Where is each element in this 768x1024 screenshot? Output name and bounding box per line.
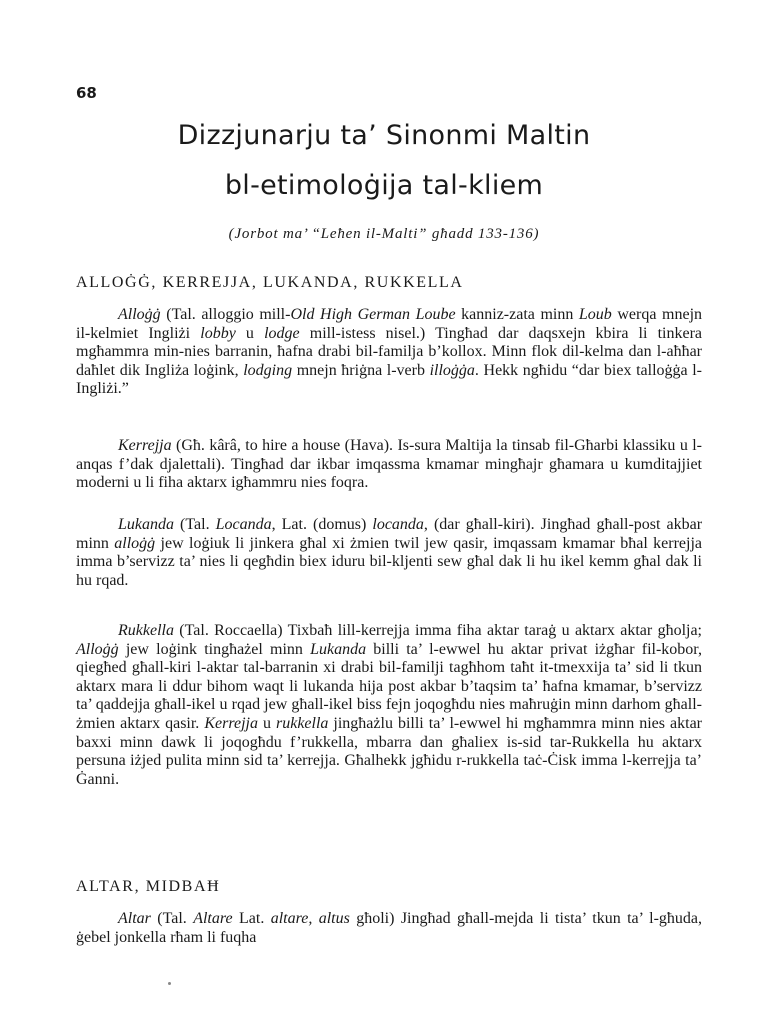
etymology-term: lodge — [264, 324, 300, 342]
entry-term: Altar — [118, 910, 151, 927]
entry-text: mill-istess nisel.) Tingħad dar daqsxejn kbira li tinkera mgħammra min-nies barranin, ħafna drabi bil-familja b’kollox. Minn flok dil-kelma dan l-aħħar daħlet dik Ingliża loġink, — [76, 324, 703, 379]
title-line-1: Dizzjunarju ta’ Sinonmi Maltin — [177, 120, 591, 151]
entry-text: għoli) Jingħad għall-mejda li tista’ tkun ta’ l-għuda, ġebel jonkella rħam li fuqha — [76, 910, 703, 946]
entry-rukkella — [76, 622, 702, 789]
entry-term: Alloġġ — [118, 306, 161, 323]
title-line-2: bl-etimoloġija tal-kliem — [224, 170, 544, 201]
scan-speck — [168, 982, 171, 985]
entry-text: , (dar għall-kiri). Jingħad għall-post akbar minn — [76, 516, 703, 552]
entry-text: (Tal. — [174, 516, 216, 533]
entry-lukanda — [76, 516, 702, 590]
entry-text: Lat. — [232, 910, 271, 927]
entry-text: u — [235, 324, 265, 342]
entry-text: , Lat. (domus) — [271, 516, 373, 533]
page-number: 68 — [76, 84, 97, 102]
etymology-term: Alloġġ — [76, 640, 119, 658]
etymology-term: rukkella — [275, 714, 329, 732]
section-heading-altar: ALTAR, MIDBAĦ — [76, 878, 221, 895]
etymology-term: Old High German Loube — [290, 306, 456, 323]
entry-altar — [76, 910, 702, 947]
etymology-term: alloġġ — [114, 534, 156, 552]
etymology-term: locanda — [372, 516, 424, 533]
etymology-term: Locanda — [215, 516, 272, 533]
entry-allogg — [76, 306, 702, 399]
entry-text: jingħażlu billi ta’ l-ewwel hi mgħammra minn nies aktar baxxi minn dawk li joqogħdu f’rukkella, mbarra dan għaliex is-sid tar-Rukkella hu aktarx persuna iżjed pulita minn sid ta’ kerrejja. Għalhekk jgħidu r-rukkella taċ-Ċisk imma l-kerrejja ta’ Ġanni. — [76, 714, 702, 788]
entry-text: (Tal. — [150, 910, 194, 927]
etymology-term: Altare — [193, 910, 233, 927]
entry-term: Kerrejja — [118, 437, 172, 454]
entry-text: werqa mnejn il-kelmiet Ingliżi — [76, 306, 703, 342]
section-heading-allogg: ALLOĠĠ, KERREJJA, LUKANDA, RUKKELLA — [76, 274, 464, 291]
etymology-term: Kerrejja — [204, 714, 258, 732]
entry-text: . Hekk ngħidu “dar biex talloġġa l-Ingliżi.” — [76, 361, 702, 398]
etymology-term: lodging — [243, 361, 293, 379]
entry-text: (Tal. alloggio mill- — [160, 306, 291, 323]
entry-term: Rukkella — [118, 622, 174, 639]
etymology-term: illoġġa — [429, 361, 475, 379]
entry-text: (Għ. kârâ, to hire a house (Hava). Is-sura Maltija la tinsab fil-Għarbi klassiku u l-anqas f’dak djalettali). Tingħad dar ikbar imqassma kmamar mingħajr għamara u kumditajjiet moderni u li fiha aktarx igħammru nies foqra. — [76, 437, 702, 492]
etymology-term: altare, altus — [270, 910, 350, 927]
entry-text: kanniz-zata minn — [455, 306, 579, 323]
entry-text: billi ta’ l-ewwel hu aktar privat iżgħar fil-kobor, qiegħed għall-kiri l-aktar tal-barranin xi drabi bil-familji tagħhom taħt it-tmexxija ta’ sid li tkun aktarx mara li ddur bihom waqt li lukanda hija post akbar b’taqsim ta’ ħafna kmamar, b’servizz ta’ qaddejja għall-ikel u rqad jew għall-ikel biss fejn joqogħdu nies maħruġin minn darhom għall-żmien aktarx qasir. — [76, 640, 702, 732]
entry-text: mnejn ħriġna l-verb — [292, 361, 430, 379]
entry-kerrejja — [76, 437, 702, 493]
etymology-term: Lukanda — [310, 640, 367, 658]
entry-text: jew loġiuk li jinkera għal xi żmien twil jew qasir, imqassam kmamar bħal kerrejja imma b’servizz ta’ nies li qegħdin biex iduru bil-kljenti sew għal dak li hu ikel kemm għal dak li hu rqad. — [76, 534, 703, 589]
etymology-term: lobby — [200, 324, 236, 342]
etymology-term: Loub — [578, 306, 612, 323]
subtitle: (Jorbot ma’ “Leħen il-Malti” għadd 133-136) — [228, 226, 540, 242]
entry-term: Lukanda — [118, 516, 174, 533]
entry-text: u — [257, 714, 276, 732]
entry-text: (Tal. Roccaella) Tixbaħ lill-kerrejja imma fiha aktar taraġ u aktarx aktar għolja; — [173, 622, 702, 639]
entry-text: jew loġink tingħażel minn — [118, 640, 311, 658]
